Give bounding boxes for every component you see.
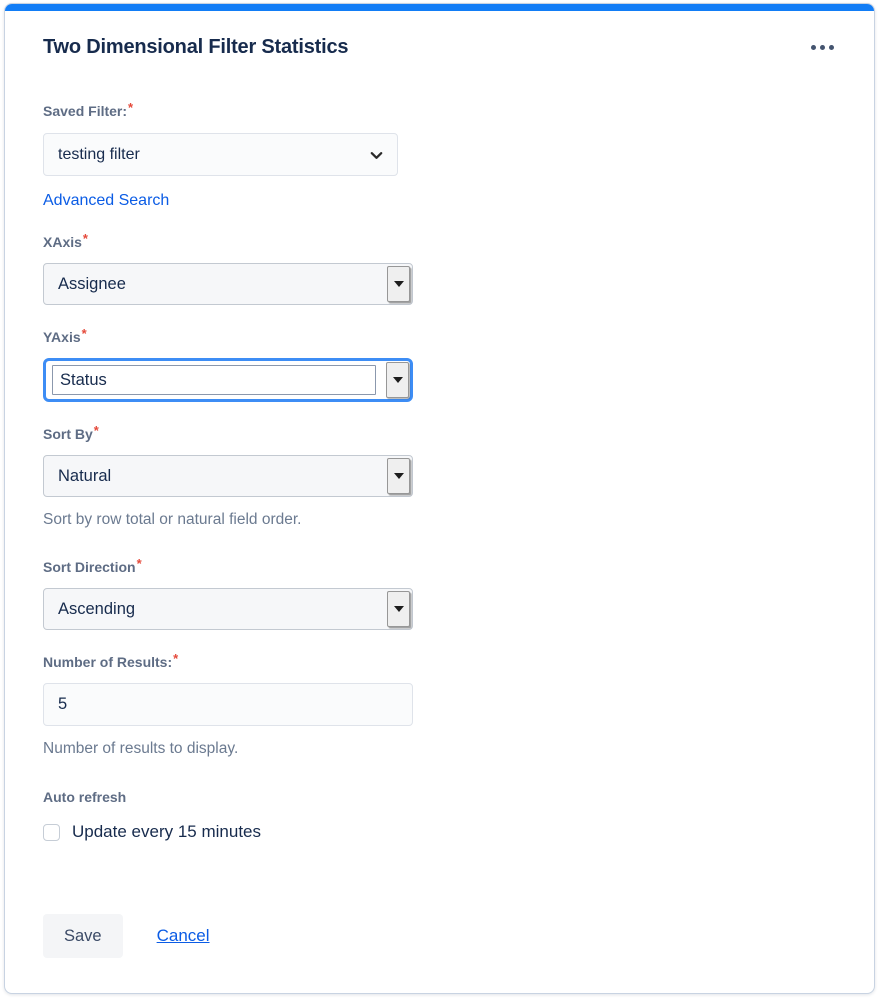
gadget-menu-button[interactable]	[809, 41, 836, 54]
sort-direction-label: Sort Direction	[43, 559, 136, 575]
xaxis-label: XAxis	[43, 234, 82, 250]
dropdown-arrow-button[interactable]	[387, 266, 410, 302]
auto-refresh-checkbox[interactable]	[43, 824, 60, 841]
chevron-down-icon	[369, 148, 384, 163]
required-asterisk: *	[173, 651, 179, 666]
xaxis-value: Assignee	[58, 274, 126, 293]
required-asterisk: *	[82, 231, 88, 246]
number-of-results-help-text: Number of results to display.	[43, 740, 239, 757]
sort-by-label: Sort By	[43, 426, 93, 442]
sort-direction-select[interactable]	[43, 588, 413, 630]
page-title: Two Dimensional Filter Statistics	[43, 36, 349, 58]
dropdown-arrow-button[interactable]	[386, 362, 409, 398]
auto-refresh-checkbox-label: Update every 15 minutes	[72, 822, 261, 841]
yaxis-value: Status	[60, 370, 107, 389]
dropdown-arrow-button[interactable]	[387, 591, 410, 627]
triangle-down-icon	[394, 606, 404, 612]
triangle-down-icon	[394, 473, 404, 479]
triangle-down-icon	[394, 281, 404, 287]
number-of-results-input[interactable]	[43, 683, 413, 726]
xaxis-select[interactable]	[43, 263, 413, 305]
cancel-link[interactable]: Cancel	[156, 926, 210, 945]
required-asterisk: *	[128, 100, 134, 115]
yaxis-label: YAxis	[43, 329, 81, 345]
advanced-search-link[interactable]: Advanced Search	[43, 192, 170, 209]
gadget-config-card	[4, 3, 875, 994]
triangle-down-icon	[393, 377, 403, 383]
sort-by-help-text: Sort by row total or natural field order.	[43, 511, 302, 528]
save-button[interactable]: Save	[43, 914, 123, 958]
sort-by-select[interactable]	[43, 455, 413, 497]
auto-refresh-label: Auto refresh	[43, 789, 127, 805]
sort-direction-value: Ascending	[58, 599, 136, 618]
yaxis-select[interactable]	[43, 358, 413, 402]
saved-filter-select[interactable]	[43, 133, 398, 176]
gadget-accent-bar	[5, 4, 874, 11]
sort-by-value: Natural	[58, 466, 112, 485]
saved-filter-label: Saved Filter:	[43, 103, 128, 119]
auto-refresh-checkbox-row[interactable]	[43, 822, 836, 842]
required-asterisk: *	[93, 423, 99, 438]
yaxis-focus-frame	[52, 365, 376, 395]
saved-filter-value: testing filter	[58, 145, 140, 163]
dropdown-arrow-button[interactable]	[387, 458, 410, 494]
required-asterisk: *	[136, 556, 142, 571]
number-of-results-label: Number of Results:	[43, 654, 173, 670]
required-asterisk: *	[81, 326, 87, 341]
